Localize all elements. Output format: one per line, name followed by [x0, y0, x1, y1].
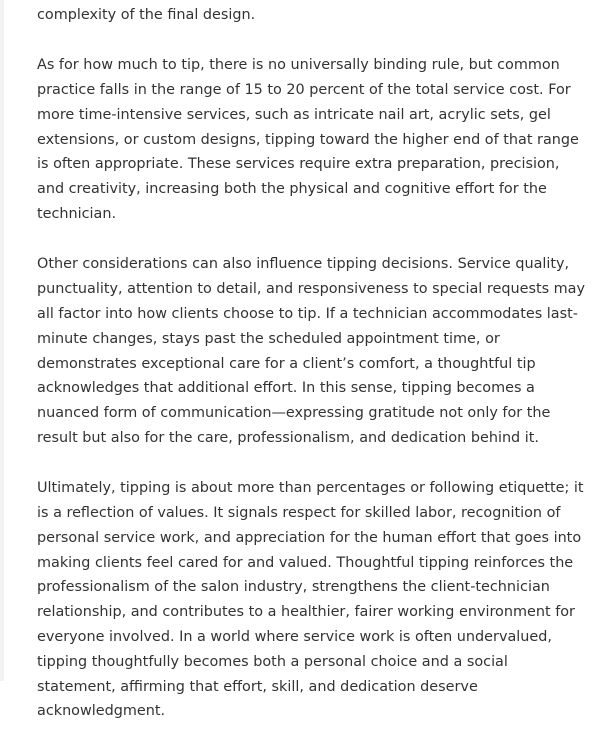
article-paragraph-tip-amount: As for how much to tip, there is no universally binding rule, but common practice falls in the range of 15 to 20 percent of the total service cost. For more time-intensive services, such as intricate nail art, acrylic sets, gel extensions, or custom designs, tipping toward the higher end of that range is often appropriate. These services require extra preparation, precision, and creativity, increasing both the physical and cognitive effort for the technician. — [37, 57, 579, 223]
page-edge-divider — [0, 0, 4, 681]
article-paragraph-conclusion: Ultimately, tipping is about more than percentages or following etiquette; it is a reflection of values. It signals respect for skilled labor, recognition of personal service work, and appreciation for the human effort that goes into making clients feel cared for and valued. Thoughtful tipping reinforces the professionalism of the salon industry, strengthens the client-technician relationship, and contributes to a healthier, fairer working environment for everyone involved. In a world where service work is often undervalued, tipping thoughtfully becomes both a personal choice and a social statement, affirming that effort, skill, and dedication deserve acknowledgment. — [37, 480, 584, 720]
article-body — [37, 3, 590, 750]
article-paragraph-other-considerations: Other considerations can also influence tipping decisions. Service quality, punctuality, attention to detail, and responsiveness to special requests may all factor into how clients choose to tip. If a technician accommodates last-minute changes, stays past the scheduled appointment time, or demonstrates exceptional care for a client’s comfort, a thoughtful tip acknowledges that additional effort. In this sense, tipping becomes a nuanced form of communication—expressing gratitude not only for the result but also for the care, professionalism, and dedication behind it. — [37, 256, 586, 446]
article-paragraph-continuation: complexity of the final design. — [37, 7, 256, 23]
